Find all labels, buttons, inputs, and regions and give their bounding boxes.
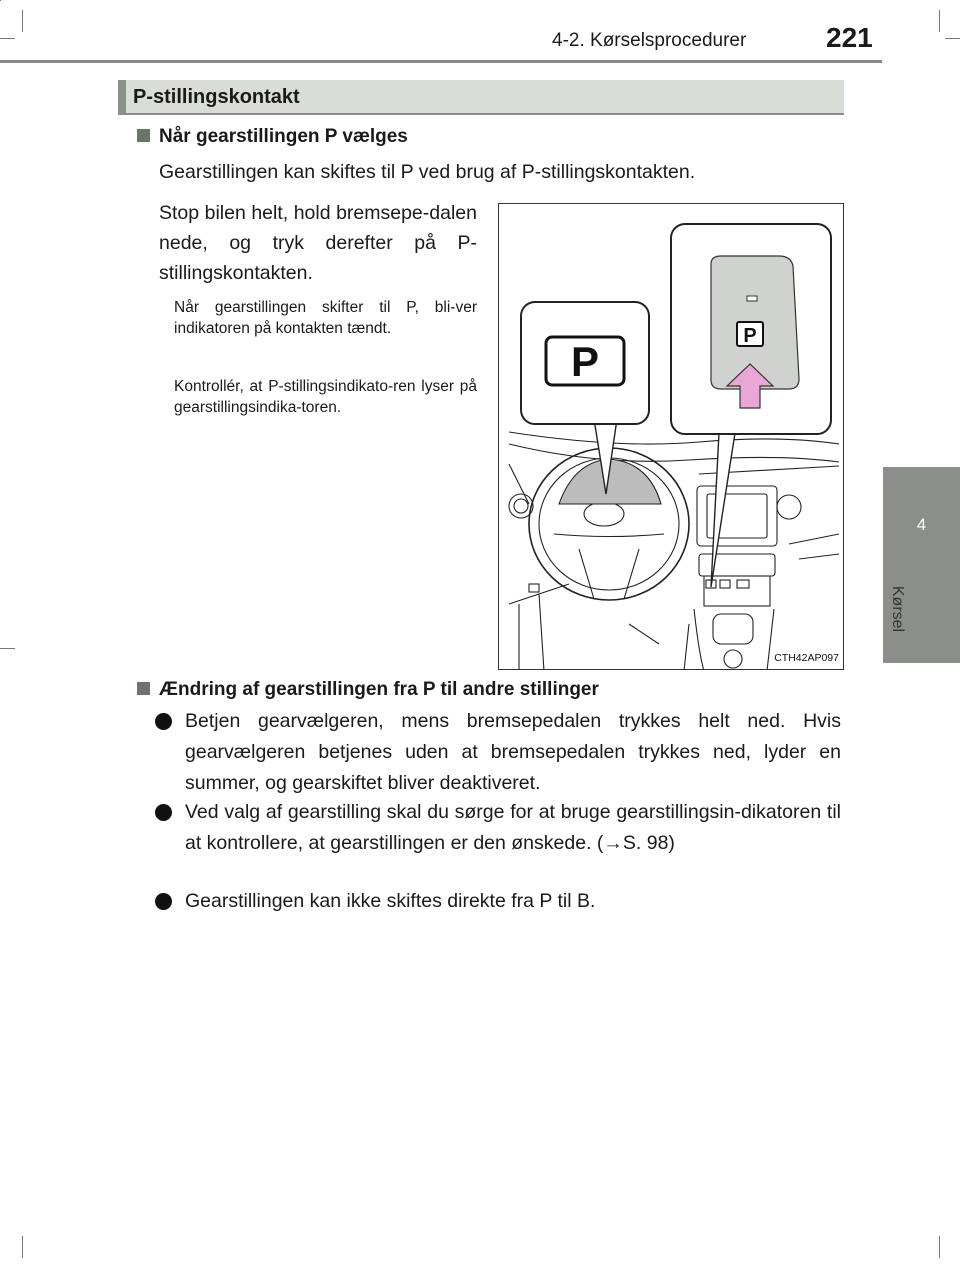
crop-mark xyxy=(22,10,23,32)
chapter-name: Kørsel xyxy=(889,585,907,633)
note-check-indicator: Kontrollér, at P-stillingsindikato-ren lyser på gearstillingsindika-toren. xyxy=(174,378,477,416)
subheading-when-p-selected xyxy=(137,126,408,148)
square-bullet-icon xyxy=(137,129,150,142)
subheading-text: Ændring af gearstillingen fra P til andre stillinger xyxy=(159,679,599,700)
crop-mark xyxy=(22,1236,23,1258)
figure-id: CTH42AP097 xyxy=(774,652,839,664)
switch-letter: P xyxy=(743,325,757,347)
bullet-dot-icon xyxy=(155,893,172,910)
list-item-text: Betjen gearvælgeren, mens bremsepedalen trykkes helt ned. Hvis gearvælgeren betjenes uden at bremsepedalen trykkes ned, lyder en summer, og gearskiftet bliver deaktiveret. xyxy=(185,710,841,794)
chapter-number: 4 xyxy=(916,515,927,534)
section-title-bar xyxy=(118,80,844,115)
title-accent xyxy=(118,80,126,115)
crop-mark xyxy=(939,1236,940,1258)
dashboard-drawing xyxy=(499,204,844,670)
chapter-name-box xyxy=(884,582,924,642)
indicator-letter: P xyxy=(570,338,600,385)
list-item xyxy=(155,886,841,917)
subheading-change-from-p xyxy=(137,679,599,701)
list-item xyxy=(155,706,841,799)
header-section-title: 4-2. Kørselsprocedurer xyxy=(552,30,747,51)
square-bullet-icon xyxy=(137,682,150,695)
crop-mark xyxy=(0,0,1,1)
section-title: P-stillingskontakt xyxy=(133,86,300,108)
intro-paragraph: Gearstillingen kan skiftes til P ved brug af P-stillingskontakten. xyxy=(159,161,696,183)
list-item-text: Ved valg af gearstilling skal du sørge for at bruge gearstillingsin-dikatoren til at kontrollere, at gearstillingen er den ønskede. (→S. 98) xyxy=(185,801,841,854)
list-item-text: Gearstillingen kan ikke skiftes direkte fra P til B. xyxy=(185,890,596,912)
crop-mark xyxy=(0,38,15,39)
page-number: 221 xyxy=(826,22,873,53)
bullet-dot-icon xyxy=(155,713,172,730)
note-indicator-lit: Når gearstillingen skifter til P, bli-ver indikatoren på kontakten tændt. xyxy=(174,299,477,337)
crop-mark xyxy=(0,648,15,649)
header-rule xyxy=(0,60,882,63)
dashboard-illustration xyxy=(498,203,844,670)
bullet-dot-icon xyxy=(155,804,172,821)
step-paragraph: Stop bilen helt, hold bremsepe-dalen nede, og tryk derefter på P-stillingskontakten. xyxy=(159,202,477,284)
list-item xyxy=(155,797,841,859)
subheading-text: Når gearstillingen P vælges xyxy=(159,126,408,147)
crop-mark xyxy=(945,38,960,39)
crop-mark xyxy=(939,10,940,32)
